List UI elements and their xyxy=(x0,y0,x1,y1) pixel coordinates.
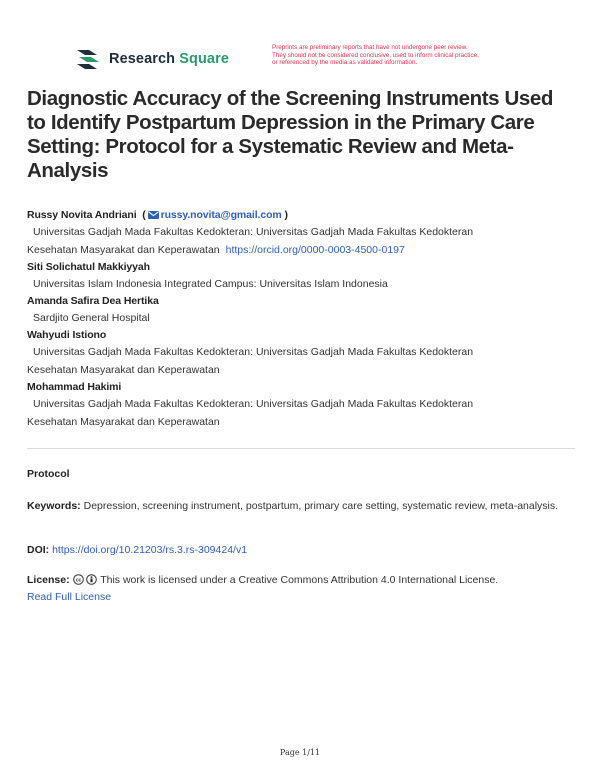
svg-text:cc: cc xyxy=(75,577,81,584)
affiliation-line: Sardjito General Hospital xyxy=(33,312,150,324)
doi-section xyxy=(27,542,575,559)
author-affiliation xyxy=(27,223,575,259)
keywords-text: Depression, screening instrument, postpartum, primary care setting, systematic review, meta-analysis. xyxy=(83,500,559,512)
author-entry xyxy=(27,259,575,293)
keywords-section xyxy=(27,498,575,515)
creative-commons-icon xyxy=(73,574,84,585)
paren-close: ) xyxy=(281,209,288,221)
orcid-link[interactable]: https://orcid.org/0000-0003-4500-0197 xyxy=(225,244,405,256)
author-entry xyxy=(27,379,575,431)
research-square-logo-icon xyxy=(75,46,101,72)
author-affiliation xyxy=(27,275,575,293)
author-name: Russy Novita Andriani xyxy=(27,209,137,221)
author-name: Amanda Safira Dea Hertika xyxy=(27,295,159,307)
doi-label: DOI: xyxy=(27,544,50,556)
affiliation-line: Universitas Gadjah Mada Fakultas Kedokteran: Universitas Gadjah Mada Fakultas Kedokteran xyxy=(33,346,474,358)
preprint-notice xyxy=(272,44,562,67)
research-square-logo[interactable] xyxy=(75,46,229,72)
notice-line: Preprints are preliminary reports that have not undergone peer review. xyxy=(272,44,468,51)
paren-open: ( xyxy=(139,209,146,221)
affiliation-line: Kesehatan Masyarakat dan Keperawatan xyxy=(27,364,220,376)
logo-text xyxy=(109,51,229,67)
page-header xyxy=(0,0,600,80)
logo-word-research: Research xyxy=(109,51,176,67)
author-entry xyxy=(27,207,575,259)
notice-line: They should not be considered conclusive, used to inform clinical practice, xyxy=(272,51,479,59)
notice-line: or referenced by the media as validated information. xyxy=(272,59,418,67)
author-entry xyxy=(27,293,575,327)
author-name: Siti Solichatul Makkiyyah xyxy=(27,261,150,273)
logo-word-square: Square xyxy=(179,51,229,67)
article-type xyxy=(27,466,575,483)
affiliation-line: Kesehatan Masyarakat dan Keperawatan xyxy=(27,244,220,256)
affiliation-line: Universitas Islam Indonesia Integrated Campus: Universitas Islam Indonesia xyxy=(33,278,388,290)
read-full-license-link[interactable]: Read Full License xyxy=(27,591,112,603)
affiliation-line-wrap xyxy=(27,241,575,259)
author-list xyxy=(27,207,575,431)
article-type-label: Protocol xyxy=(27,468,70,480)
affiliation-line: Kesehatan Masyarakat dan Keperawatan xyxy=(27,416,220,428)
paper-title: Diagnostic Accuracy of the Screening Instruments Used to Identify Postpartum Depression in the Primary Care Setting: Protocol for a Systematic Review and Meta-Analysis xyxy=(27,87,553,182)
author-name-line xyxy=(27,207,575,223)
author-entry xyxy=(27,327,575,379)
license-text: This work is licensed under a Creative Commons Attribution 4.0 International License. xyxy=(100,574,499,586)
affiliation-line: Universitas Gadjah Mada Fakultas Kedokteran: Universitas Gadjah Mada Fakultas Kedokteran xyxy=(33,398,474,410)
page-number: Page 1/11 xyxy=(279,748,321,757)
section-divider xyxy=(27,448,575,449)
attribution-icon xyxy=(86,574,97,585)
license-label: License: xyxy=(27,574,70,586)
author-name: Wahyudi Istiono xyxy=(27,329,107,341)
doi-link[interactable]: https://doi.org/10.21203/rs.3.rs-309424/v1 xyxy=(52,544,248,556)
license-section xyxy=(27,572,575,606)
envelope-icon xyxy=(148,211,159,219)
author-email-link[interactable]: russy.novita@gmail.com xyxy=(160,209,282,221)
author-name: Mohammad Hakimi xyxy=(27,381,122,393)
author-affiliation xyxy=(27,309,575,327)
affiliation-line: Universitas Gadjah Mada Fakultas Kedokteran: Universitas Gadjah Mada Fakultas Kedokteran xyxy=(33,226,474,238)
author-affiliation xyxy=(27,395,575,431)
author-affiliation xyxy=(27,343,575,379)
keywords-label: Keywords: xyxy=(27,500,81,512)
